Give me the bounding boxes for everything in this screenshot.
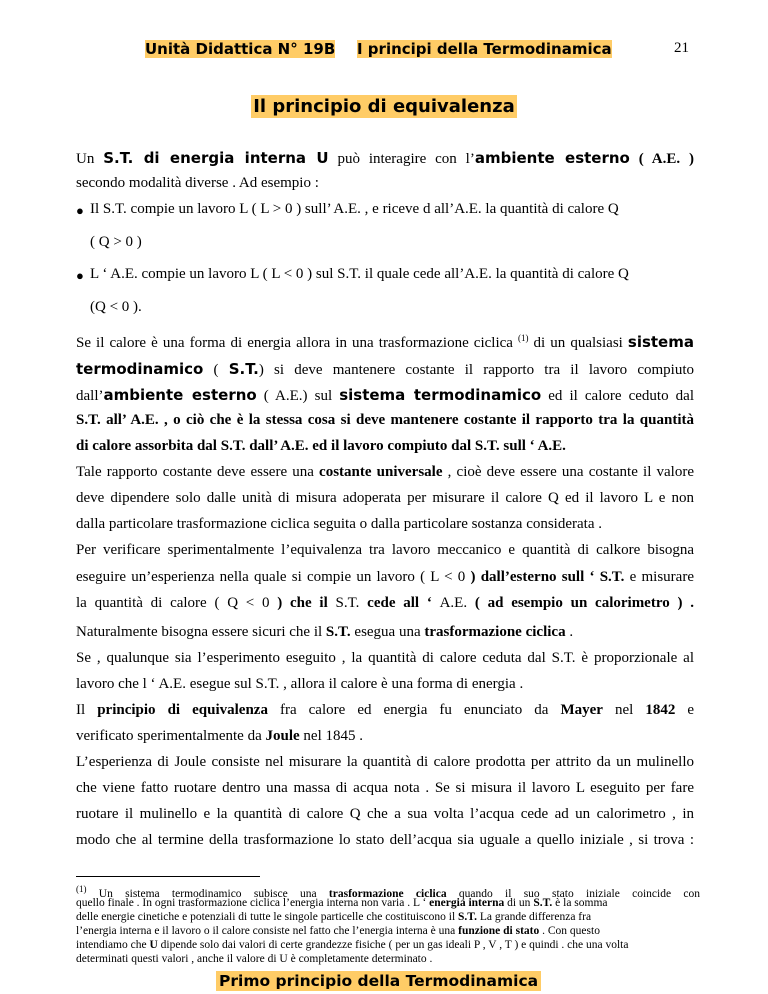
footnote-line2: quello finale . In ogni trasformazione ciclica l’energia interna non varia . L ‘ energia interna di un S.T. è la somma bbox=[76, 897, 608, 909]
paragraph-2-line3: dall’ambiente esterno ( A.E.) sul sistema termodinamico ed il calore ceduto dal bbox=[76, 386, 694, 404]
paragraph-6-line1: Se , qualunque sia l’esperimento eseguito , la quantità di calore ceduta dal S.T. è proporzionale al bbox=[76, 650, 694, 666]
bullet-dot: ● bbox=[76, 268, 84, 283]
paragraph-3-line1: Tale rapporto costante deve essere una costante universale , cioè deve essere una costante il valore bbox=[76, 464, 694, 480]
paragraph-7-line1: Il principio di equivalenza fra calore ed energia fu enunciato da Mayer nel 1842 e bbox=[76, 702, 694, 718]
paragraph-8-line3: ruotare il mulinello e la quantità di calore Q che a sua volta l’acqua cede ad un calorimetro , in bbox=[76, 806, 694, 822]
page-number: 21 bbox=[674, 40, 689, 56]
paragraph-2-line5: di calore assorbita dal S.T. dall’ A.E. ed il lavoro compiuto dal S.T. sull ‘ A.E. bbox=[76, 438, 566, 454]
footnote-divider bbox=[76, 876, 260, 877]
paragraph-2-line1: Se il calore è una forma di energia allora in una trasformazione ciclica $^{(1)}$ di un qualsiasi sistema bbox=[76, 333, 694, 351]
paragraph-4-line3: la quantità di calore ( Q < 0 ) che il S.T. cede all ‘ A.E. ( ad esempio un calorimetro ) . bbox=[76, 595, 694, 611]
footnote-line4: l’energia interna e il lavoro o il calore consiste nel fatto che l’energia interna è una funzione di stato . Con questo bbox=[76, 925, 600, 937]
paragraph-7-line2: verificato sperimentalmente da Joule nel 1845 . bbox=[76, 728, 363, 744]
paragraph-4-line2: eseguire un’esperienza nella quale si compie un lavoro ( L < 0 ) dall’esterno sull ‘ S.T. e misurare bbox=[76, 569, 694, 585]
paragraph-2-line4: S.T. all’ A.E. , o ciò che è la stessa cosa si deve mantenere costante il rapporto tra la quantità bbox=[76, 412, 694, 428]
paragraph-2-line2: termodinamico ( S.T.) si deve mantenere costante il rapporto tra il lavoro compiuto bbox=[76, 360, 694, 378]
paragraph-8-line1: L’esperienza di Joule consiste nel misurare la quantità di calore prodotta per attrito da un mulinello bbox=[76, 754, 694, 770]
footnote-line5: intendiamo che U dipende solo dai valori di certe grandezze fisiche ( per un gas ideali P , V , T ) e quindi . che una volta bbox=[76, 939, 629, 951]
bullet-2-line1: L ‘ A.E. compie un lavoro L ( L < 0 ) sul S.T. il quale cede all’A.E. la quantità di calore Q bbox=[90, 266, 629, 282]
footnote-line1: $^{(1)}$ Un sistema termodinamico subisce una trasformazione ciclica quando il suo stato iniziale coincide con bbox=[76, 884, 700, 900]
bullet-dot: ● bbox=[76, 203, 84, 218]
bullet-1-line2: ( Q > 0 ) bbox=[90, 234, 142, 250]
footnote-line6: determinati questi valori , anche il valore di U è completamente determinato . bbox=[76, 953, 433, 965]
header-chapter: I principi della Termodinamica bbox=[357, 40, 612, 58]
footer-title: Primo principio della Termodinamica bbox=[216, 972, 541, 990]
paragraph-3-line2: deve dipendere solo dalle unità di misura adoperata per misurare il calore Q ed il lavoro L e non bbox=[76, 490, 694, 506]
paragraph-intro-line2: secondo modalità diverse . Ad esempio : bbox=[76, 175, 319, 191]
header-unit: Unità Didattica N° 19B bbox=[145, 40, 336, 58]
paragraph-6-line2: lavoro che l ‘ A.E. esegue sul S.T. , allora il calore è una forma di energia . bbox=[76, 676, 524, 692]
paragraph-8-line2: che viene fatto ruotare dentro una massa di acqua nota . Se si misura il lavoro L eseguito per fare bbox=[76, 780, 694, 796]
bullet-1-line1: Il S.T. compie un lavoro L ( L > 0 ) sull’ A.E. , e riceve d all’A.E. la quantità di calore Q bbox=[90, 201, 619, 217]
paragraph-4-line1: Per verificare sperimentalmente l’equivalenza tra lavoro meccanico e quantità di calkore bisogna bbox=[76, 542, 694, 558]
paragraph-5: Naturalmente bisogna essere sicuri che il S.T. esegua una trasformazione ciclica . bbox=[76, 624, 574, 640]
paragraph-3-line3: dalla particolare trasformazione ciclica seguita o dalla particolare sostanza considerata . bbox=[76, 516, 602, 532]
bullet-2-line2: (Q < 0 ). bbox=[90, 299, 142, 315]
page-title: Il principio di equivalenza bbox=[253, 96, 515, 117]
paragraph-intro-line1: Un S.T. di energia interna U può interagire con l’ambiente esterno ( A.E. ) bbox=[76, 149, 694, 167]
paragraph-8-line4: modo che al termine della trasformazione lo stato dell’acqua sia uguale a quello iniziale , si trova : bbox=[76, 832, 694, 848]
footnote-line3: delle energie cinetiche e potenziali di tutte le singole particelle che costituiscono il S.T. La grande differenza fra bbox=[76, 911, 592, 923]
